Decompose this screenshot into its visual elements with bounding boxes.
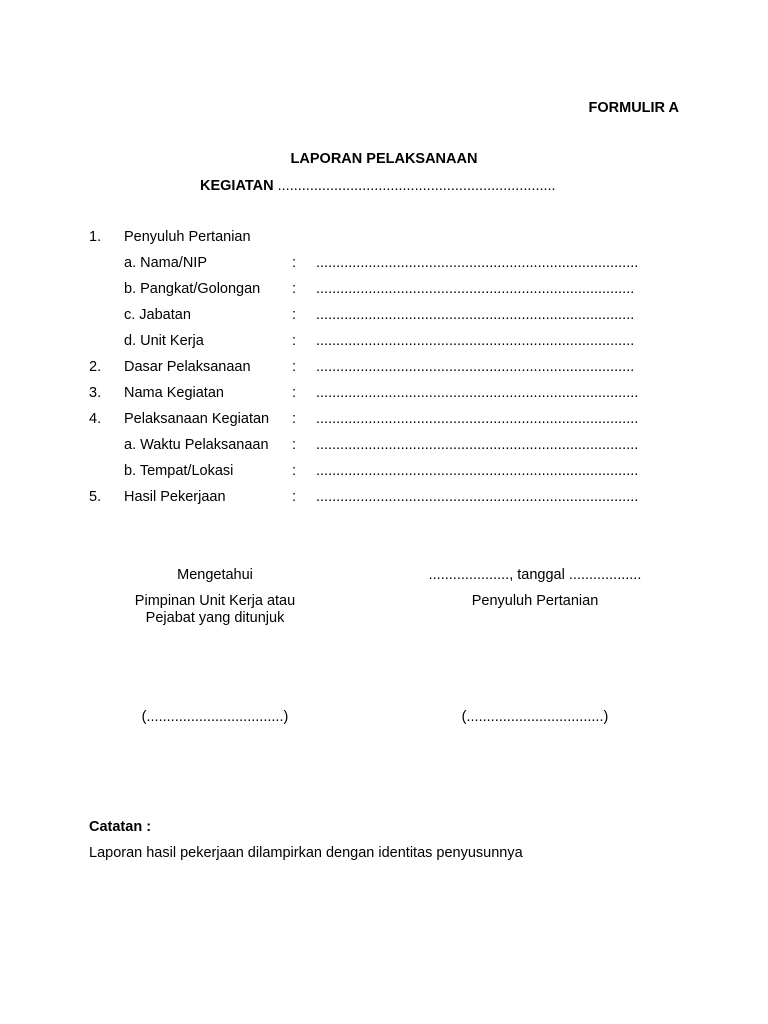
row-fill-line: ................................................................................ [316,385,639,401]
form-code: FORMULIR A [588,100,679,116]
row-colon: : [292,489,297,505]
row-fill-line: ................................................................................ [316,437,639,453]
signature-role-line1: Pimpinan Unit Kerja atau [134,593,296,609]
row-label: Hasil Pekerjaan [124,489,226,505]
row-number: 2. [89,359,102,375]
signature-block-right [415,567,655,726]
form-row-waktu [0,437,768,457]
row-label: Penyuluh Pertanian [124,229,251,245]
signature-heading: Mengetahui [177,567,253,583]
row-number: 5. [89,489,102,505]
row-label: Pelaksanaan Kegiatan [124,411,270,427]
form-row-nama-nip [0,255,768,275]
row-colon: : [292,411,297,427]
row-fill-line: ............................................................................... [316,359,635,375]
row-label: b. Tempat/Lokasi [124,463,234,479]
signature-role-line2: Pejabat yang ditunjuk [145,610,285,626]
notes-text: Laporan hasil pekerjaan dilampirkan dengan identitas penyusunnya [89,845,523,861]
form-row-dasar [0,359,768,379]
signature-date-line: ...................., tanggal .................. [428,567,642,583]
row-colon: : [292,281,297,297]
subtitle-label: KEGIATAN [200,178,274,194]
form-row-pangkat [0,281,768,301]
row-fill-line: ............................................................................... [316,281,635,297]
form-row-tempat [0,463,768,483]
row-number: 1. [89,229,102,245]
document-title: LAPORAN PELAKSANAAN [290,151,478,167]
row-colon: : [292,333,297,349]
row-colon: : [292,437,297,453]
row-colon: : [292,463,297,479]
row-label: Dasar Pelaksanaan [124,359,251,375]
row-label: d. Unit Kerja [124,333,204,349]
form-row-hasil [0,489,768,509]
form-row-pelaksanaan [0,411,768,431]
row-colon: : [292,359,297,375]
row-colon: : [292,385,297,401]
subtitle-fill-line: ..................................................................... [277,178,556,194]
signature-name-placeholder: (..................................) [141,709,289,725]
row-fill-line: ................................................................................ [316,411,639,427]
row-colon: : [292,307,297,323]
signature-name-placeholder: (..................................) [461,709,609,725]
row-label: a. Waktu Pelaksanaan [124,437,269,453]
row-number: 3. [89,385,102,401]
document-subtitle [200,178,556,194]
row-fill-line: ................................................................................ [316,255,639,271]
row-label: c. Jabatan [124,307,191,323]
row-fill-line: ................................................................................ [316,489,639,505]
row-fill-line: ................................................................................ [316,463,639,479]
form-row-nama-kegiatan [0,385,768,405]
row-fill-line: ............................................................................... [316,333,635,349]
signature-block-left [95,567,335,726]
row-fill-line: ............................................................................... [316,307,635,323]
form-row-penyuluh [0,229,768,249]
row-label: b. Pangkat/Golongan [124,281,261,297]
form-row-jabatan [0,307,768,327]
notes-title: Catatan : [89,819,152,835]
row-colon: : [292,255,297,271]
form-row-unit-kerja [0,333,768,353]
row-label: Nama Kegiatan [124,385,224,401]
row-number: 4. [89,411,102,427]
row-label: a. Nama/NIP [124,255,207,271]
signature-role-line1: Penyuluh Pertanian [471,593,599,609]
